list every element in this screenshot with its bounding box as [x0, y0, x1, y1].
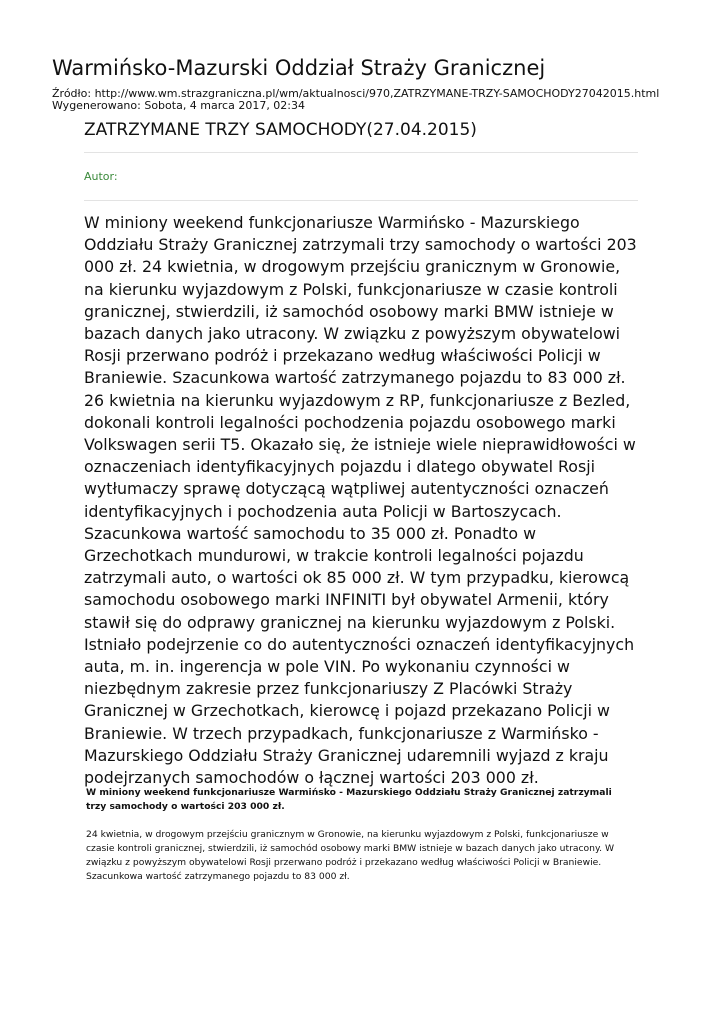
divider-top — [84, 152, 638, 153]
divider-bottom — [84, 200, 638, 201]
author-label: Autor: — [84, 170, 118, 183]
article-title: ZATRZYMANE TRZY SAMOCHODY(27.04.2015) — [84, 120, 477, 140]
site-title: Warmińsko-Mazurski Oddział Straży Granicznej — [52, 56, 546, 80]
article-lead: W miniony weekend funkcjonariusze Warmińsko - Mazurskiego Oddziału Straży Granicznej zatrzymali trzy samochody o wartości 203 000 zł. — [86, 787, 612, 812]
article-paragraph: 24 kwietnia, w drogowym przejściu granicznym w Gronowie, na kierunku wyjazdowym z Polski, funkcjonariusze w czasie kontroli granicznej, stwierdzili, iż samochód osobowy marki BMW istnieje w bazach danych jako utracony. W związku z powyższym obywatelowi Rosji przerwano podróż i przekazano według właściwości Policji w Braniewie. Szacunkowa wartość zatrzymanego pojazdu to 83 000 zł. — [86, 829, 615, 882]
article-body: W miniony weekend funkcjonariusze Warmińsko - Mazurskiego Oddziału Straży Granicznej zatrzymali trzy samochody o wartości 203 000 zł. 24 kwietnia, w drogowym przejściu granicznym w Gronowie, na kierunku wyjazdowym z Polski, funkcjonariusze w czasie kontroli granicznej, stwierdzili, iż samochód osobowy marki BMW istnieje w bazach danych jako utracony. W związku z powyższym obywatelowi Rosji przerwano podróż i przekazano według właściwości Policji w Braniewie. Szacunkowa wartość zatrzymanego pojazdu to 83 000 zł. 26 kwietnia na kierunku wyjazdowym z RP, funkcjonariusze z Bezled, dokonali kontroli legalności pochodzenia pojazdu osobowego marki Volkswagen serii T5. Okazało się, że istnieje wiele nieprawidłowości w oznaczeniach identyfikacyjnych pojazdu i dlatego obywatel Rosji wytłumaczy sprawę dotyczącą wątpliwej autentyczności oznaczeń identyfikacyjnych i pochodzenia auta Policji w Bartoszycach. Szacunkowa wartość samochodu to 35 000 zł. Ponadto w Grzechotkach mundurowi, w trakcie kontroli legalności pojazdu zatrzymali auto, o wartości ok 85 000 zł. W tym przypadku, kierowcą samochodu osobowego marki INFINITI był obywatel Armenii, który stawił się do odprawy granicznej na kierunku wyjazdowym z Polski. Istniało podejrzenie co do autentyczności oznaczeń identyfikacyjnych auta, m. in. ingerencja w pole VIN. Po wykonaniu czynności w niezbędnym zakresie przez funkcjonariuszy Z Placówki Straży Granicznej w Grzechotkach, kierowcę i pojazd przekazano Policji w Braniewie. W trzech przypadkach, funkcjonariusze z Warmińsko - Mazurskiego Oddziału Straży Granicznej udaremnili wyjazd z kraju podejrzanych samochodów o łącznej wartości 203 000 zł. — [84, 213, 637, 788]
source-url: Źródło: http://www.wm.strazgraniczna.pl/wm/aktualnosci/970,ZATRZYMANE-TRZY-SAMOCHODY27042015.html — [52, 87, 660, 100]
generated-date: Wygenerowano: Sobota, 4 marca 2017, 02:34 — [52, 99, 306, 112]
